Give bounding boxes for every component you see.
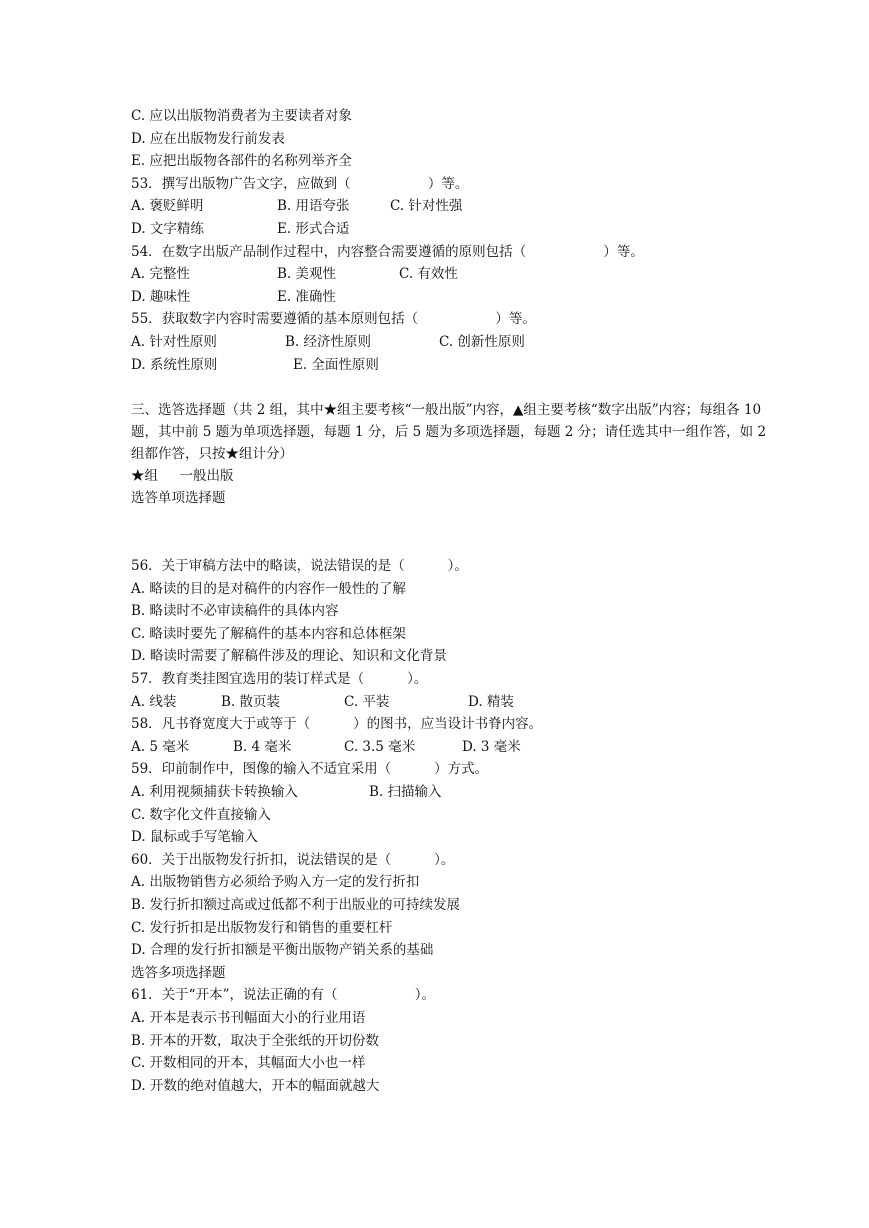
q56-option-d: D. 略读时需要了解稿件涉及的理论、知识和文化背景 — [131, 648, 447, 665]
q53-option-b: B. 用语夸张 — [277, 198, 350, 215]
q61-stem: 61．关于“开本”，说法正确的有（ ）。 — [131, 987, 435, 1004]
q54-option-d: D. 趣味性 — [131, 288, 191, 305]
q52-option-d: D. 应在出版物发行前发表 — [131, 130, 285, 147]
q55-option-e: E. 全面性原则 — [293, 356, 379, 373]
q53-options-row1 — [131, 195, 771, 218]
q60-option-b: B. 发行折扣额过高或过低都不利于出版业的可持续发展 — [131, 897, 461, 913]
q60-option-a: A. 出版物销售方必须给予购入方一定的发行折扣 — [131, 874, 420, 891]
q58-option-a: A. 5 毫米 — [131, 738, 190, 755]
q53-options-row2 — [131, 218, 771, 241]
q58-stem: 58．凡书脊宽度大于或等于（ ）的图书，应当设计书脊内容。 — [131, 716, 543, 733]
q58-option-c: C. 3.5 毫米 — [344, 738, 416, 755]
q55-options-row1 — [131, 331, 771, 354]
q57-option-d: D. 精装 — [468, 693, 514, 710]
q54-option-e: E. 准确性 — [277, 288, 336, 305]
q59-option-b: B. 扫描输入 — [369, 784, 442, 801]
q52-option-e: E. 应把出版物各部件的名称列举齐全 — [131, 153, 352, 170]
single-choice-heading: 选答单项选择题 — [131, 490, 226, 507]
q56-option-b: B. 略读时不必审读稿件的具体内容 — [131, 603, 339, 620]
q54-stem: 54．在数字出版产品制作过程中，内容整合需要遵循的原则包括（ ）等。 — [131, 243, 644, 260]
q60-option-c: C. 发行折扣是出版物发行和销售的重要杠杆 — [131, 919, 393, 936]
q53-stem: 53．撰写出版物广告文字，应做到（ ）等。 — [131, 175, 469, 192]
q55-option-c: C. 创新性原则 — [439, 333, 525, 350]
q56-stem: 56．关于审稿方法中的略读，说法错误的是（ ）。 — [131, 558, 468, 575]
q59-option-c: C. 数字化文件直接输入 — [131, 806, 271, 823]
q54-option-b: B. 美观性 — [277, 266, 337, 283]
q57-options-row — [131, 691, 771, 714]
q57-stem: 57．教育类挂图宜选用的装订样式是（ ）。 — [131, 671, 428, 688]
q61-option-c: C. 开数相同的开本，其幅面大小也一样 — [131, 1055, 366, 1072]
q57-option-a: A. 线装 — [131, 693, 177, 710]
q53-option-e: E. 形式合适 — [277, 220, 350, 237]
q55-option-a: A. 针对性原则 — [131, 333, 217, 350]
q60-option-d: D. 合理的发行折扣额是平衡出版物产销关系的基础 — [131, 942, 434, 959]
q54-options-row1 — [131, 263, 771, 286]
q56-option-a: A. 略读的目的是对稿件的内容作一般性的了解 — [131, 580, 406, 597]
q60-stem: 60．关于出版物发行折扣，说法错误的是（ ）。 — [131, 851, 455, 868]
q58-options-row — [131, 736, 771, 759]
q59-option-d: D. 鼠标或手写笔输入 — [131, 829, 258, 846]
q59-options-row — [131, 781, 771, 804]
q53-option-a: A. 褒贬鲜明 — [131, 198, 204, 215]
section3-intro: 三、选答选择题（共 2 组，其中★组主要考核“一般出版”内容，▲组主要考核“数字出版”内容；每组各 10 题，其中前 5 题为单项选择题，每题 1 分，后 5 题为多项选择题，每题 2 分；请任选其中一组作答，如 2 组都作答，只按★组计分） — [131, 401, 767, 462]
q54-options-row2 — [131, 286, 771, 309]
q55-options-row2 — [131, 354, 771, 377]
q56-option-c: C. 略读时要先了解稿件的基本内容和总体框架 — [131, 625, 406, 642]
q53-option-c: C. 针对性强 — [390, 198, 463, 215]
q52-option-c: C. 应以出版物消费者为主要读者对象 — [131, 108, 352, 124]
q58-option-b: B. 4 毫米 — [233, 738, 292, 755]
blank-line — [131, 376, 771, 399]
q55-stem: 55．获取数字内容时需要遵循的基本原则包括（ ）等。 — [131, 311, 536, 328]
q57-option-b: B. 散页装 — [221, 693, 281, 710]
blank-lines — [131, 510, 771, 555]
q55-option-d: D. 系统性原则 — [131, 356, 218, 373]
document-body — [131, 105, 771, 1097]
q54-option-a: A. 完整性 — [131, 266, 190, 283]
q55-option-b: B. 经济性原则 — [285, 333, 372, 350]
group-title: ★组 一般出版 — [131, 467, 234, 484]
q53-option-d: D. 文字精练 — [131, 220, 204, 237]
q59-option-a: A. 利用视频捕获卡转换输入 — [131, 784, 298, 801]
q57-option-c: C. 平装 — [344, 693, 390, 710]
q61-option-b: B. 开本的开数，取决于全张纸的开切份数 — [131, 1032, 380, 1049]
q58-option-d: D. 3 毫米 — [462, 738, 521, 755]
q61-option-d: D. 开数的绝对值越大，开本的幅面就越大 — [131, 1077, 380, 1094]
q59-stem: 59．印前制作中，图像的输入不适宜采用（ ）方式。 — [131, 761, 489, 778]
multi-choice-heading: 选答多项选择题 — [131, 964, 226, 981]
q54-option-c: C. 有效性 — [399, 266, 458, 283]
q61-option-a: A. 开本是表示书刊幅面大小的行业用语 — [131, 1009, 366, 1026]
